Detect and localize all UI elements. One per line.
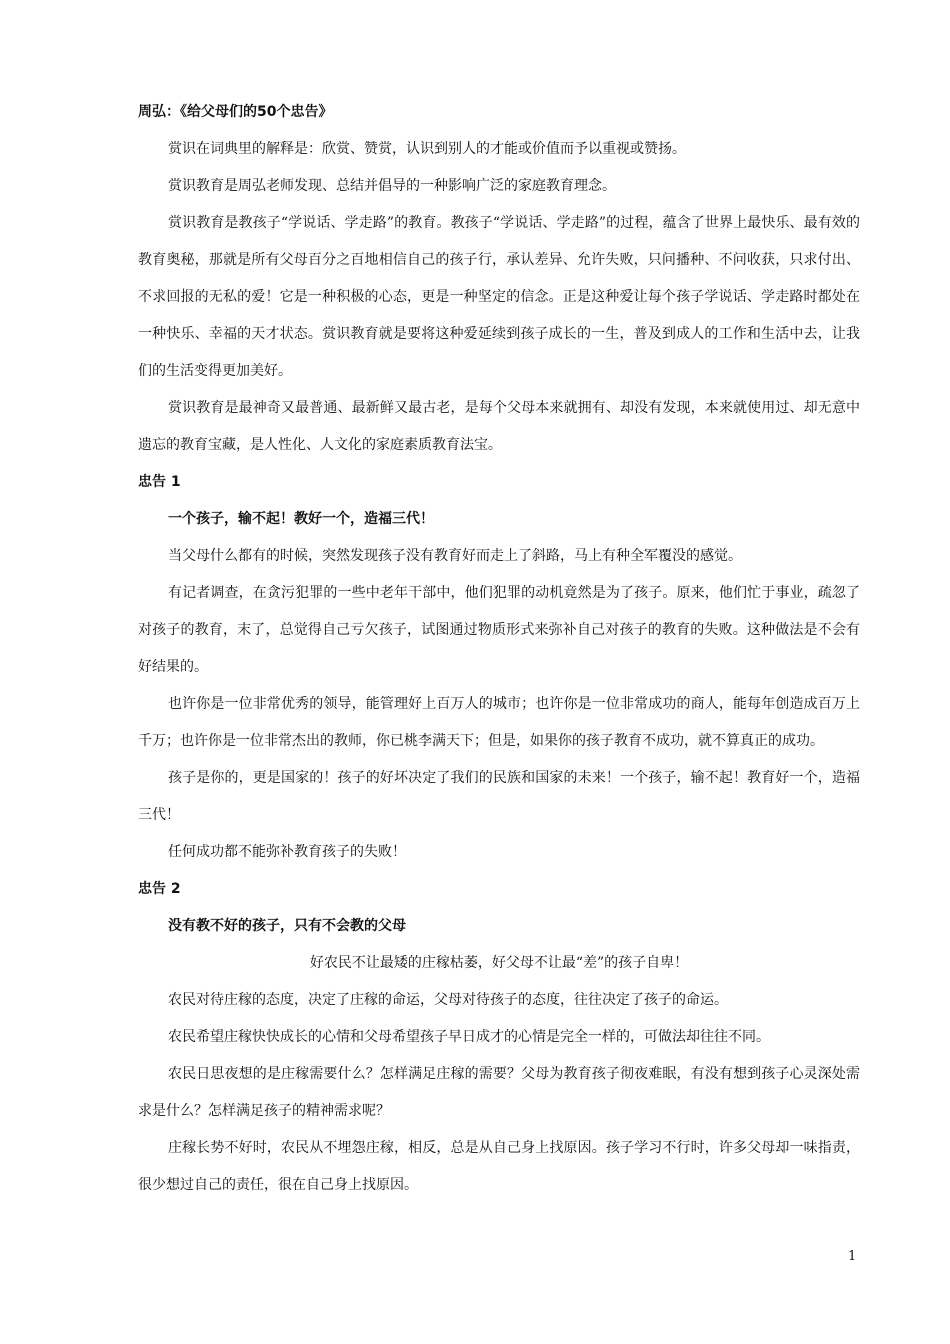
advice-2-paragraph: 农民对待庄稼的态度，决定了庄稼的命运，父母对待孩子的态度，往往决定了孩子的命运。 (168, 992, 728, 1008)
intro-paragraph: 赏识教育是周弘老师发现、总结并倡导的一种影响广泛的家庭教育理念。 (168, 178, 616, 194)
advice-1-heading: 忠告 1 (138, 474, 181, 490)
advice-2-motto: 好农民不让最矮的庄稼枯萎，好父母不让最“差”的孩子自卑！ (309, 955, 689, 971)
advice-2-subtitle: 没有教不好的孩子，只有不会教的父母 (168, 918, 406, 934)
advice-1-paragraph: 有记者调查，在贪污犯罪的一些中老年干部中，他们犯罪的动机竟然是为了孩子。原来，他们忙于事业，疏忽了对孩子的教育，末了，总觉得自己亏欠孩子，试图通过物质形式来弥补自己对孩子的教育的失败。这种做法是不会有好结果的。 (138, 585, 860, 675)
intro-paragraph: 赏识在词典里的解释是：欣赏、赞赏，认识到别人的才能或价值而予以重视或赞扬。 (168, 141, 686, 157)
advice-2-paragraph: 农民日思夜想的是庄稼需要什么？怎样满足庄稼的需要？父母为教育孩子彻夜难眠，有没有想到孩子心灵深处需求是什么？怎样满足孩子的精神需求呢？ (138, 1066, 860, 1119)
advice-2-paragraph: 庄稼长势不好时，农民从不埋怨庄稼，相反，总是从自己身上找原因。孩子学习不行时，许多父母却一味指责，很少想过自己的责任，很在自己身上找原因。 (138, 1140, 860, 1193)
advice-2-heading: 忠告 2 (138, 881, 181, 897)
advice-1-paragraph: 当父母什么都有的时候，突然发现孩子没有教育好而走上了斜路，马上有种全军覆没的感觉。 (168, 548, 742, 564)
advice-1-paragraph: 也许你是一位非常优秀的领导，能管理好上百万人的城市；也许你是一位非常成功的商人，能每年创造成百万上千万；也许你是一位非常杰出的教师，你已桃李满天下；但是，如果你的孩子教育不成功，就不算真正的成功。 (138, 696, 860, 749)
advice-1-paragraph: 任何成功都不能弥补教育孩子的失败！ (168, 844, 406, 860)
intro-paragraph: 赏识教育是最神奇又最普通、最新鲜又最古老，是每个父母本来就拥有、却没有发现，本来就使用过、却无意中遗忘的教育宝藏，是人性化、人文化的家庭素质教育法宝。 (138, 400, 860, 453)
advice-1-paragraph: 孩子是你的，更是国家的！孩子的好坏决定了我们的民族和国家的未来！一个孩子，输不起！教育好一个，造福三代！ (138, 770, 860, 823)
advice-1-subtitle: 一个孩子，输不起！教好一个，造福三代！ (168, 511, 434, 527)
page-number: 1 (848, 1249, 857, 1264)
advice-2-paragraph: 农民希望庄稼快快成长的心情和父母希望孩子早日成才的心情是完全一样的，可做法却往往不同。 (168, 1029, 770, 1045)
intro-paragraph: 赏识教育是教孩子“学说话、学走路”的教育。教孩子“学说话、学走路”的过程，蕴含了世界上最快乐、最有效的教育奥秘，那就是所有父母百分之百地相信自己的孩子行，承认差异、允许失败，只问播种、不问收获，只求付出、不求回报的无私的爱！它是一种积极的心态，更是一种坚定的信念。正是这种爱让每个孩子学说话、学走路时都处在一种快乐、幸福的天才状态。赏识教育就是要将这种爱延续到孩子成长的一生，普及到成人的工作和生活中去，让我们的生活变得更加美好。 (138, 215, 860, 379)
document-body (138, 94, 860, 1204)
page-title: 周弘：《给父母们的50个忠告》 (138, 104, 333, 120)
